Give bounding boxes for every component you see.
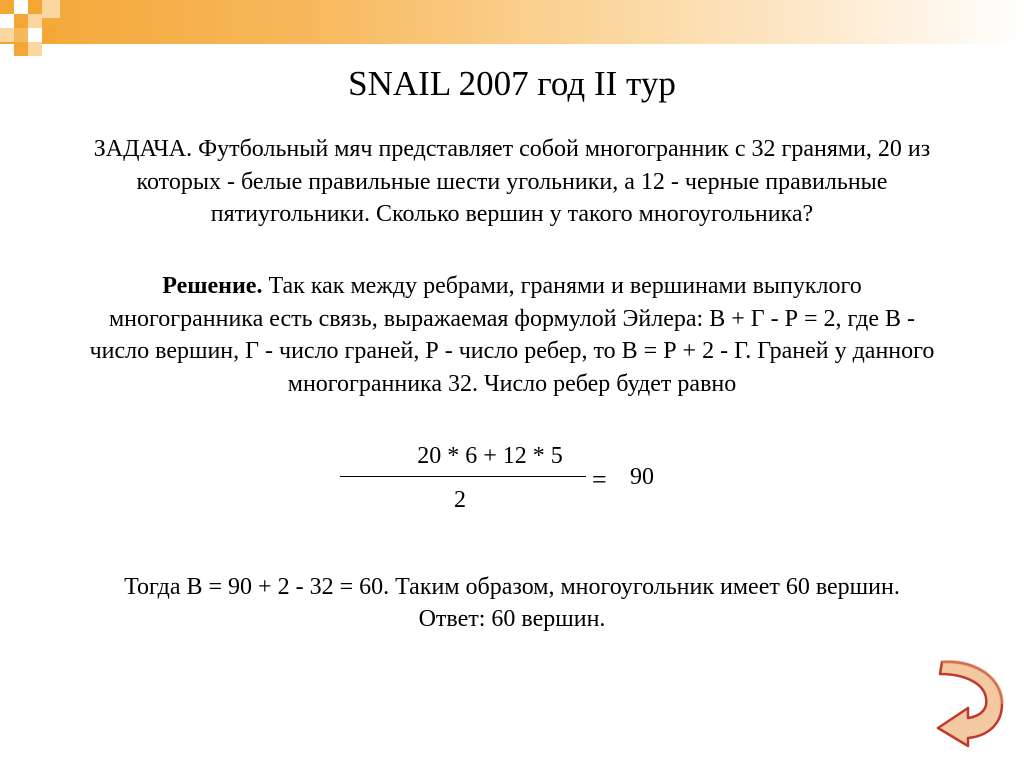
formula-denominator: 2 bbox=[454, 487, 466, 513]
conclusion-text bbox=[6, 571, 1018, 635]
solution-label: Решение. bbox=[162, 273, 263, 299]
formula-result: 90 bbox=[630, 464, 654, 490]
solution-text bbox=[6, 270, 1018, 400]
header-gradient-bar bbox=[0, 0, 1024, 44]
answer-line: Ответ: 60 вершин. bbox=[418, 606, 606, 632]
slide-title: SNAIL 2007 год II тур bbox=[348, 64, 676, 103]
solution-line-1 bbox=[6, 270, 1018, 303]
solution-line-2: многогранника есть связь, выражаемая формулой Эйлера: В + Г - Р = 2, где В - bbox=[108, 305, 915, 332]
solution-line-1-text: Так как между ребрами, гранями и вершинами выпуклого bbox=[262, 273, 862, 299]
task-text bbox=[6, 133, 1018, 231]
conclusion-line-1: Тогда В = 90 + 2 - 32 = 60. Таким образом, многоугольник имеет 60 вершин. bbox=[124, 574, 900, 600]
formula-numerator: 20 * 6 + 12 * 5 bbox=[417, 443, 563, 469]
corner-squares-decoration bbox=[0, 0, 80, 70]
formula-equals-sign: = bbox=[592, 465, 607, 494]
task-line-3: пятиугольники. Сколько вершин у такого многоугольника? bbox=[210, 201, 814, 227]
fraction-bar bbox=[340, 476, 586, 477]
task-line-2: которых - белые правильные шести угольники, а 12 - черные правильные bbox=[136, 168, 888, 195]
task-line-1: ЗАДАЧА. Футбольный мяч представляет собой многогранник с 32 гранями, 20 из bbox=[93, 136, 931, 162]
solution-line-4: многогранника 32. Число ребер будет равно bbox=[287, 370, 737, 397]
solution-line-3: число вершин, Г - число граней, Р - число ребер, то В = Р + 2 - Г. Граней у данного bbox=[89, 338, 935, 364]
curved-return-arrow-icon[interactable] bbox=[928, 652, 1008, 748]
